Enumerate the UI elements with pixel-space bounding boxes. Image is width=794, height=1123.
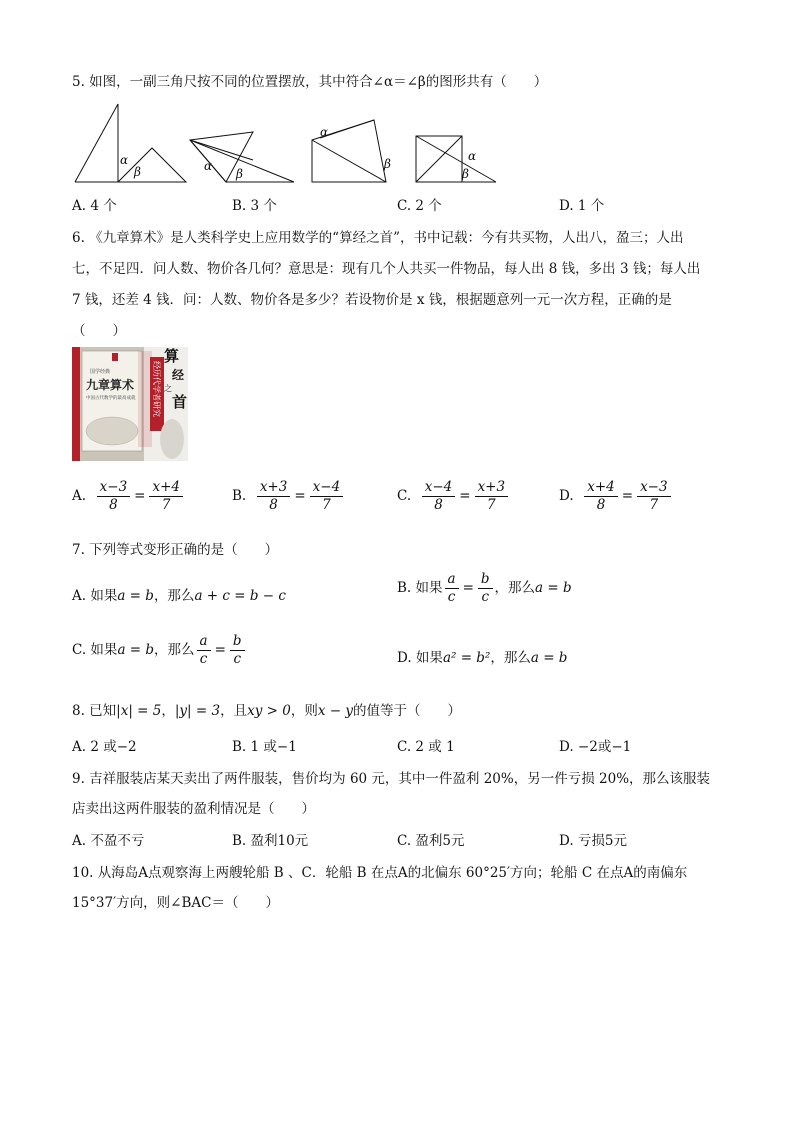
q5-figure-b [190,132,294,182]
q10-line-2: 15°37′方向，则∠BAC＝（ ） [72,895,279,911]
book-small-text: 国学经典 [90,369,111,375]
q9-option-c: C. 盈利5元 [397,833,465,849]
q10-line-1: 10. 从海岛A点观察海上两艘轮船 B 、C．轮船 B 在点A的北偏东 60°25′方向；轮船 C 在点A的南偏东 [72,865,688,881]
q6-line-3: 7 钱，还差 4 钱．问：人数、物价各是多少？若设物价是 x 钱，根据题意列一元一次方程，正确的是 [72,292,672,308]
q7-option-a: A. 如果a = b，那么a + c = b − c [72,588,286,604]
beta-label: β [134,165,141,179]
alpha-label: α [320,125,329,139]
book-illustration [72,347,188,461]
q9-line-1: 9. 吉祥服装店某天卖出了两件服装，售价均为 60 元，其中一件盈利 20%，另一件亏损 20%，那么该服装 [72,771,711,787]
beta-label: β [462,167,469,181]
q5-option-d: D. 1 个 [559,198,605,214]
book-char-3: 之 [164,384,172,393]
q5-option-b: B. 3 个 [232,198,277,214]
q7-option-c: C. 如果a = b，那么 $\frac{a}{c}$ = $\frac{b}{c}$ [72,634,247,667]
q5-stem: 5. 如图，一副三角尺按不同的位置摆放，其中符合∠α＝∠β的图形共有（ ） [72,74,548,90]
q8-option-b: B. 1 或−1 [232,739,297,755]
beta-label: β [236,167,243,181]
q6-line-1: 6. 《九章算术》是人类科学史上应用数学的“算经之首”，书中记载：今有共买物，人出八，盈三；人出 [72,230,684,246]
q8-option-d: D. −2或−1 [559,739,632,755]
q6-option-d: D. $\frac{x+4}{8}$ = $\frac{x-3}{7}$ [559,480,673,513]
q8-stem: 8. 已知|x| = 5，|y| = 3，且xy > 0，则x − y的值等于（ ） [72,703,461,719]
q5-figure-c [312,120,391,182]
q9-option-d: D. 亏损5元 [559,833,628,849]
q5-option-c: C. 2 个 [397,198,442,214]
q6-option-b: B. $\frac{x+3}{8}$ = $\frac{x-4}{7}$ [232,480,345,513]
q6-option-c: C. $\frac{x-4}{8}$ = $\frac{x+3}{7}$ [397,480,510,513]
q6-line-4: （ ） [72,323,126,339]
book-char-1: 算 [164,347,180,365]
q9-line-2: 店卖出这两件服装的盈利情况是（ ） [72,801,315,817]
q9-option-a: A. 不盈不亏 [72,833,145,849]
book-char-4: 首 [172,393,188,411]
beta-label: β [384,157,391,171]
book-cover-image [72,347,188,461]
q7-stem: 7. 下列等式变形正确的是（ ） [72,542,279,558]
book-char-2: 经 [172,368,185,382]
alpha-label: α [468,149,477,163]
q9-option-b: B. 盈利10元 [232,833,309,849]
q6-option-a: A. $\frac{x-3}{8}$ = $\frac{x+4}{7}$ [72,480,185,513]
q6-line-2: 七，不足四．问人数、物价各几何？意思是：现有几个人共买一件物品，每人出 8 钱，多出 3 钱；每人出 [72,261,701,277]
q7-option-b: B. 如果 $\frac{a}{c}$ = $\frac{b}{c}$ ，那么a = b [397,571,572,605]
q5-figures [66,100,506,190]
q5-figure-d [416,136,496,182]
alpha-label: α [120,153,129,167]
q7-option-d: D. 如果a² = b²，那么a = b [397,650,568,666]
q8-option-a: A. 2 或−2 [72,739,137,755]
q5-figure-a [75,104,186,182]
alpha-label: α [204,159,213,173]
q8-option-c: C. 2 或 1 [397,739,455,755]
book-side-text: 中国古代数学的最高成就 [86,396,136,401]
book-banner: 经历代学者研究 [152,361,161,417]
book-title: 九章算术 [86,378,135,392]
q5-option-a: A. 4 个 [72,198,117,214]
